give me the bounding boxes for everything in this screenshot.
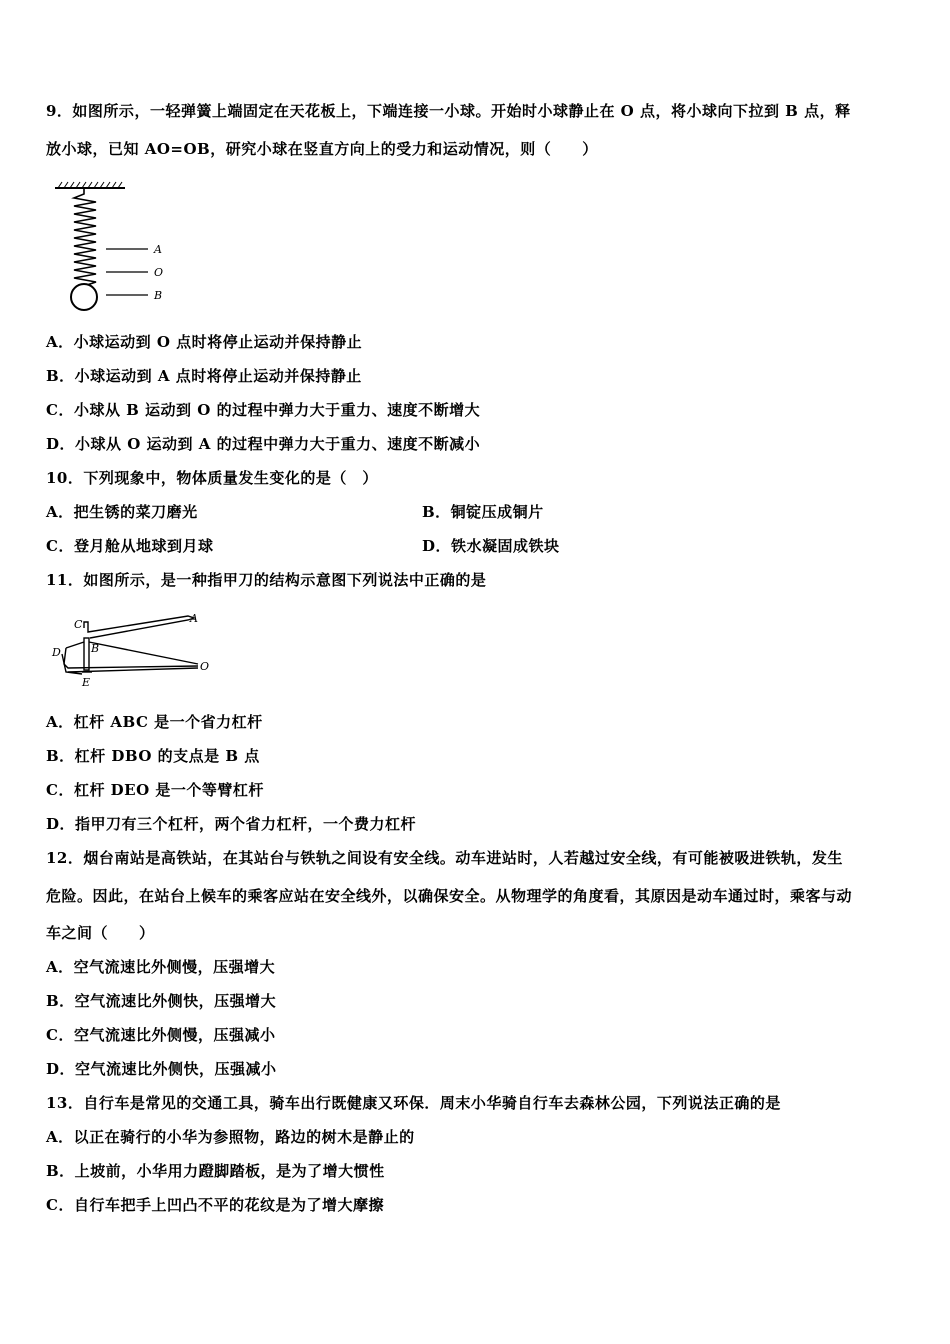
label-a: A — [154, 243, 162, 256]
label-o: O — [154, 266, 164, 279]
q11-option-a: A．杠杆 ABC 是一个省力杠杆 — [46, 713, 263, 731]
label-c: C — [74, 618, 83, 631]
q9-option-b: B．小球运动到 A 点时将停止运动并保持静止 — [46, 367, 362, 385]
q12-option-d: D．空气流速比外侧快，压强减小 — [46, 1060, 277, 1078]
q9-option-a: A．小球运动到 O 点时将停止运动并保持静止 — [46, 333, 363, 351]
q9-option-c: C．小球从 B 运动到 O 的过程中弹力大于重力、速度不断增大 — [46, 401, 481, 419]
q12-option-b: B．空气流速比外侧快，压强增大 — [46, 992, 277, 1010]
q11-option-c: C．杠杆 DEO 是一个等臂杠杆 — [46, 781, 264, 799]
q13-option-a: A．以正在骑行的小华为参照物，路边的树木是静止的 — [46, 1128, 415, 1146]
label-a: A — [190, 612, 198, 625]
q10-option-d: D．铁水凝固成铁块 — [422, 537, 560, 555]
q10-option-a: A．把生锈的菜刀磨光 — [46, 503, 198, 521]
label-o: O — [200, 660, 210, 673]
spring-diagram — [50, 180, 180, 315]
q12-stem-line1: 12．烟台南站是高铁站，在其站台与铁轨之间设有安全线。动车进站时，人若越过安全线，有可能被吸进铁轨，发生 — [46, 849, 843, 867]
q12-option-c: C．空气流速比外侧慢，压强减小 — [46, 1026, 276, 1044]
q11-option-d: D．指甲刀有三个杠杆，两个省力杠杆，一个费力杠杆 — [46, 815, 417, 833]
label-b: B — [154, 289, 163, 302]
nail-clipper-diagram — [48, 608, 218, 690]
q9-stem-line2: 放小球，已知 AO=OB，研究小球在竖直方向上的受力和运动情况，则（ ） — [46, 140, 598, 158]
q10-option-c: C．登月舱从地球到月球 — [46, 537, 214, 555]
q13-option-b: B．上坡前，小华用力蹬脚踏板，是为了增大惯性 — [46, 1162, 385, 1180]
q13-option-c: C．自行车把手上凹凸不平的花纹是为了增大摩擦 — [46, 1196, 384, 1214]
q12-stem-line2: 危险。因此，在站台上候车的乘客应站在安全线外，以确保安全。从物理学的角度看，其原因是动车通过时，乘客与动 — [46, 887, 853, 905]
label-d: D — [52, 646, 61, 659]
q12-stem-line3: 车之间（ ） — [46, 924, 155, 942]
q13-stem: 13．自行车是常见的交通工具，骑车出行既健康又环保．周末小华骑自行车去森林公园，下列说法正确的是 — [46, 1094, 781, 1112]
q12-option-a: A．空气流速比外侧慢，压强增大 — [46, 958, 276, 976]
q10-option-b: B．铜锭压成铜片 — [422, 503, 544, 521]
q11-stem: 11．如图所示，是一种指甲刀的结构示意图下列说法中正确的是 — [46, 571, 487, 589]
label-b: B — [91, 642, 100, 655]
q9-stem-line1: 9．如图所示，一轻弹簧上端固定在天花板上，下端连接一小球。开始时小球静止在 O 点，将小球向下拉到 B 点，释 — [46, 102, 851, 120]
q11-option-b: B．杠杆 DBO 的支点是 B 点 — [46, 747, 260, 765]
q9-option-d: D．小球从 O 运动到 A 的过程中弹力大于重力、速度不断减小 — [46, 435, 481, 453]
label-e: E — [82, 676, 91, 689]
q10-stem: 10．下列现象中，物体质量发生变化的是（ ） — [46, 469, 378, 487]
